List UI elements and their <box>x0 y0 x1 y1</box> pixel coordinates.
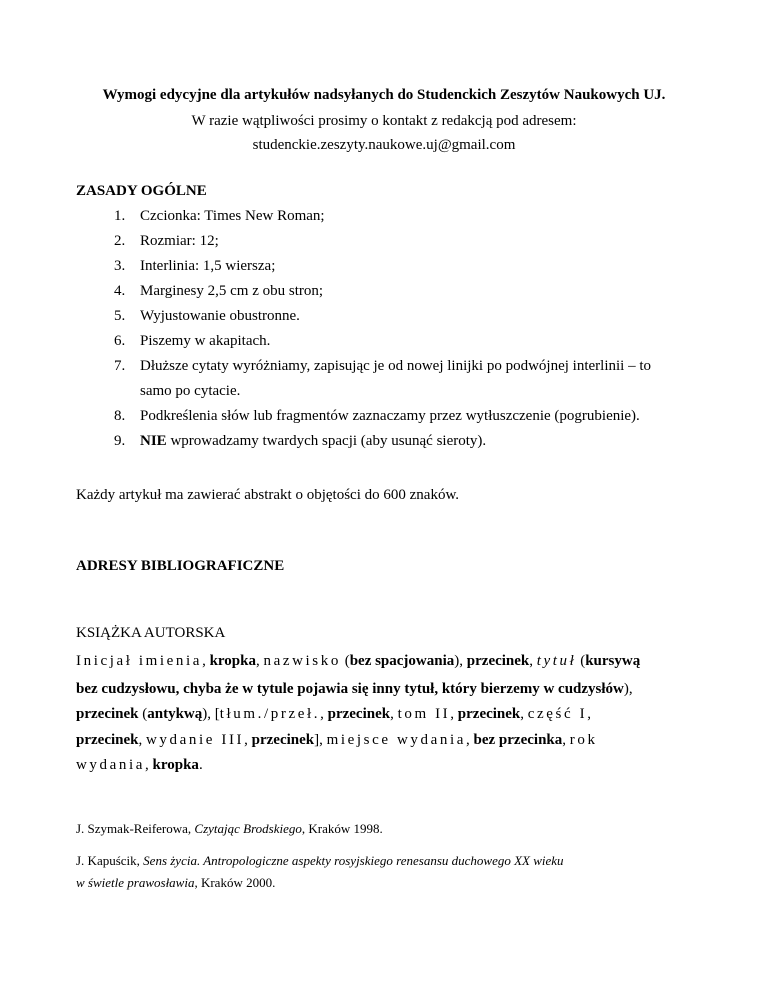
list-text-continuation: samo po cytacie. <box>140 383 241 399</box>
rule-part: , <box>562 732 570 748</box>
document-title: Wymogi edycyjne dla artykułów nadsyłanych do Studenckich Zeszytów Naukowych UJ. <box>102 87 666 103</box>
rule-line <box>76 705 591 723</box>
example-author: J. Szymak-Reiferowa, <box>76 821 195 836</box>
list-number: 9. <box>114 433 126 449</box>
list-text: Wyjustowanie obustronne. <box>140 308 300 324</box>
list-text-rest: wprowadzamy twardych spacji (aby usunąć sieroty). <box>166 433 487 449</box>
rule-part: ], <box>314 732 327 748</box>
rule-part: wydanie III <box>145 732 245 748</box>
rule-part: , <box>138 732 146 748</box>
rule-part: , <box>520 706 528 722</box>
rule-part: , <box>202 653 210 669</box>
rule-part-bold: przecinek <box>457 706 521 722</box>
rule-part: tom II <box>397 706 451 722</box>
rule-part: ), <box>454 653 467 669</box>
list-text: Interlinia: 1,5 wiersza; <box>140 258 276 274</box>
rule-part: wydania <box>76 757 146 773</box>
rule-part: miejsce wydania <box>326 732 467 748</box>
list-text: Marginesy 2,5 cm z obu stron; <box>140 283 324 299</box>
rule-part: ( <box>340 653 350 669</box>
example-citation-continuation <box>76 874 275 892</box>
rule-part: część I <box>527 706 588 722</box>
rule-part: , <box>587 706 591 722</box>
rule-part-bold: bez spacjowania <box>349 653 455 669</box>
list-text: Podkreślenia słów lub fragmentów zaznaczamy przez wytłuszczenie (pogrubienie). <box>140 408 640 424</box>
emphasis-bold: NIE <box>140 433 167 449</box>
rule-part-bold: przecinek <box>327 706 391 722</box>
rule-part: nazwisko <box>263 653 341 669</box>
rule-part: , <box>255 653 264 669</box>
example-citation <box>76 852 564 870</box>
rule-part: , <box>529 653 537 669</box>
rule-part: rok <box>569 732 598 748</box>
rule-part-italic: tytuł <box>536 653 577 669</box>
rule-part-bold: kursywą <box>585 653 641 669</box>
list-number: 2. <box>114 233 126 249</box>
rule-part-bold: kropka <box>209 653 256 669</box>
email-link[interactable]: studenckie.zeszyty.naukowe.uj@gmail.com <box>252 137 516 153</box>
section-heading-bibliography: ADRESY BIBLIOGRAFICZNE <box>76 558 285 574</box>
rule-part-bold: przecinek <box>466 653 530 669</box>
example-title: Czytając Brodskiego <box>194 821 302 836</box>
list-text: Dłuższe cytaty wyróżniamy, zapisując je od nowej linijki po podwójnej interlinii – to <box>140 358 651 374</box>
list-number: 3. <box>114 258 126 274</box>
list-number: 8. <box>114 408 126 424</box>
list-number: 6. <box>114 333 126 349</box>
list-number: 1. <box>114 208 126 224</box>
rule-part: ), [ <box>202 706 220 722</box>
list-number: 4. <box>114 283 126 299</box>
rule-part: , <box>145 757 153 773</box>
rule-part: ( <box>576 653 586 669</box>
rule-part-bold: kropka <box>152 757 199 773</box>
example-rest: , Kraków 1998. <box>301 821 383 836</box>
example-author: J. Kapuścik, <box>76 853 144 868</box>
rule-part-bold: antykwą <box>147 706 203 722</box>
subheading-book: KSIĄŻKA AUTORSKA <box>76 625 226 641</box>
rule-line <box>76 731 598 749</box>
rule-part-bold: bez przecinka <box>473 732 563 748</box>
list-text: Piszemy w akapitach. <box>140 333 271 349</box>
rule-part: , <box>450 706 458 722</box>
rule-line <box>76 756 203 774</box>
example-rest: , Kraków 2000. <box>194 875 276 890</box>
contact-line: W razie wątpliwości prosimy o kontakt z redakcją pod adresem: <box>191 113 577 129</box>
rule-part: , <box>320 706 328 722</box>
rule-part: tłum./przeł. <box>219 706 321 722</box>
rule-part-bold: przecinek <box>76 732 139 748</box>
rule-part: , <box>466 732 474 748</box>
rule-part: , <box>244 732 252 748</box>
example-title: Sens życia. Antropologiczne aspekty rosyjskiego renesansu duchowego XX wieku <box>143 853 564 868</box>
rule-part: ), <box>623 681 633 697</box>
rule-part-bold: przecinek <box>251 732 315 748</box>
contact-email[interactable] <box>0 136 768 154</box>
list-text: Czcionka: Times New Roman; <box>140 208 325 224</box>
list-number: 5. <box>114 308 126 324</box>
example-citation <box>76 820 383 838</box>
rule-part: , <box>390 706 398 722</box>
rule-part-bold: przecinek <box>76 706 139 722</box>
rule-part: Inicjał imienia <box>76 653 203 669</box>
list-number: 7. <box>114 358 126 374</box>
list-text: Rozmiar: 12; <box>140 233 219 249</box>
abstract-note: Każdy artykuł ma zawierać abstrakt o objętości do 600 znaków. <box>76 487 460 503</box>
rule-line <box>76 680 633 698</box>
example-title: w świetle prawosławia <box>76 875 195 890</box>
rule-line <box>76 652 640 670</box>
rule-part: ( <box>138 706 148 722</box>
section-heading-general: ZASADY OGÓLNE <box>76 183 207 199</box>
rule-part: . <box>198 757 203 773</box>
rule-part-bold: bez cudzysłowu, chyba że w tytule pojawia się inny tytuł, który bierzemy w cudzysłów <box>76 681 624 697</box>
list-text <box>140 432 486 450</box>
